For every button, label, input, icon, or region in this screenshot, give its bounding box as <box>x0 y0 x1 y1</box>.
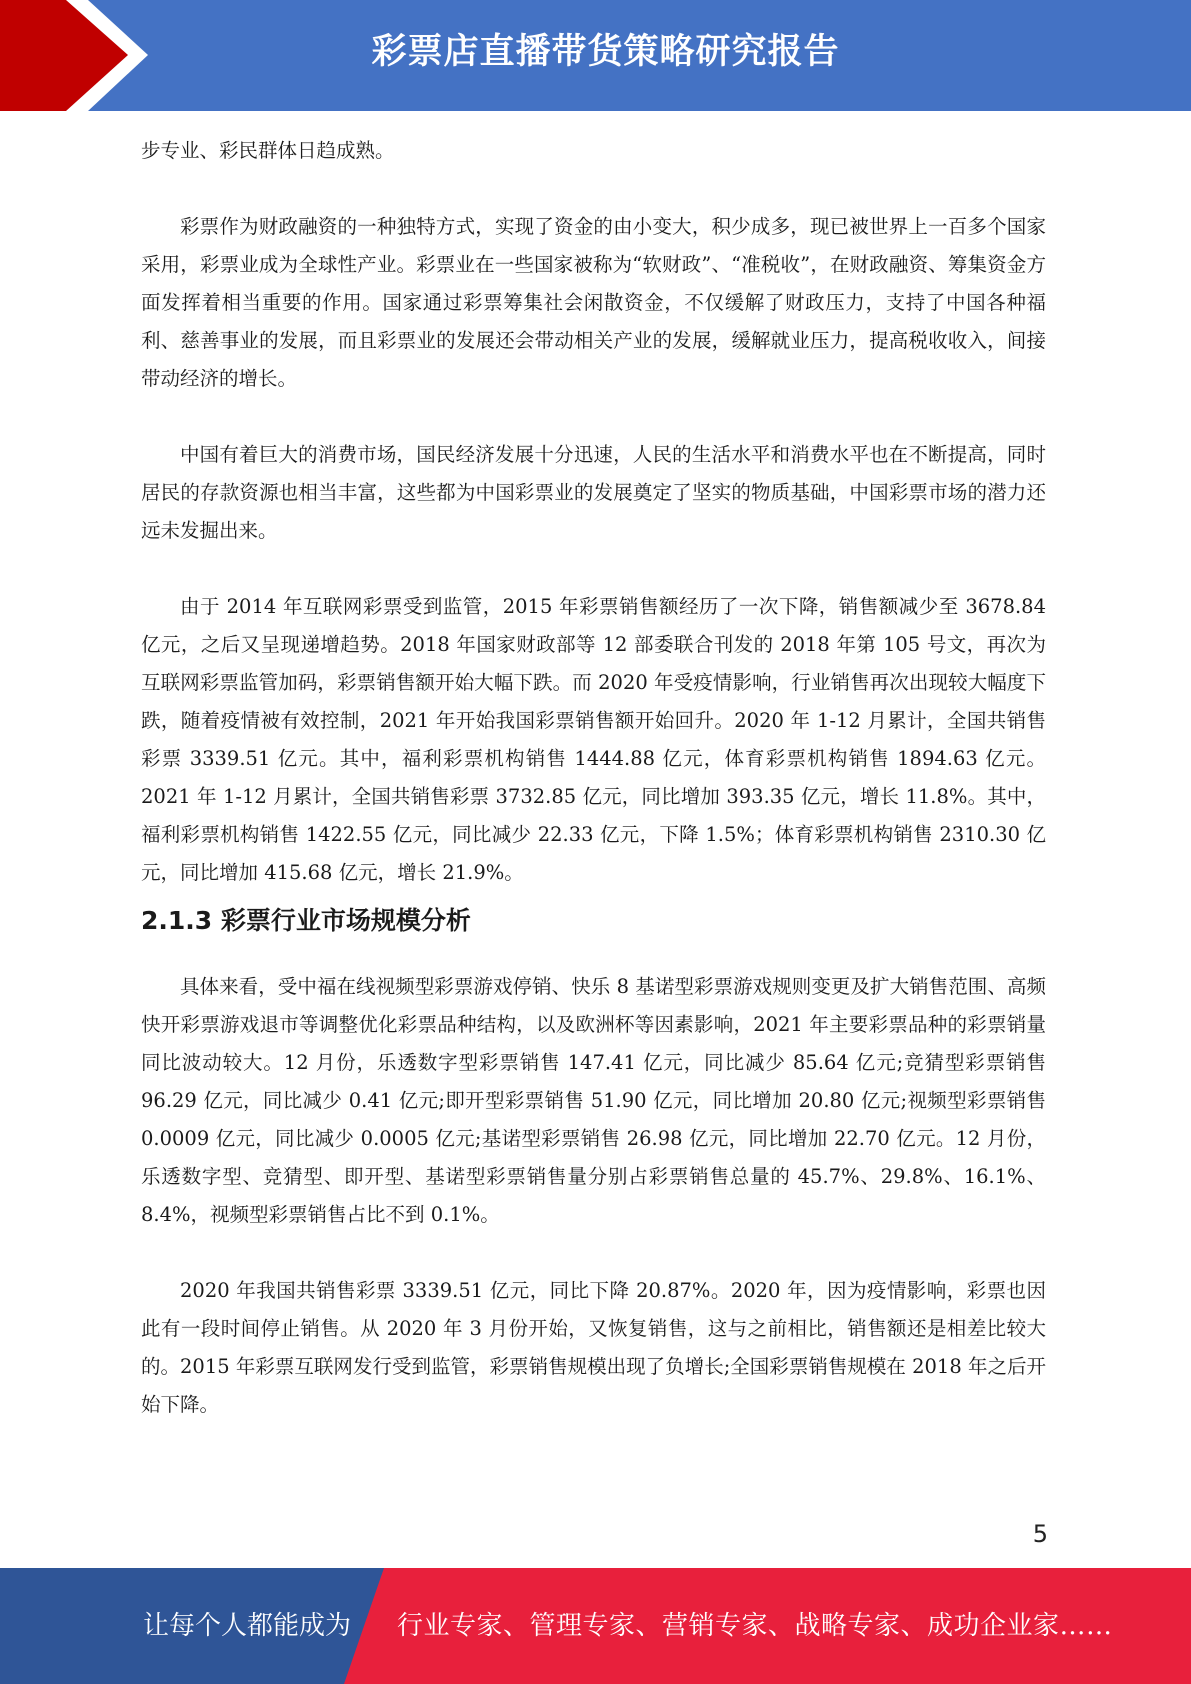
paragraph-sales-history: 由于 2014 年互联网彩票受到监管，2015 年彩票销售额经历了一次下降，销售额减少至 3678.84 亿元，之后又呈现递增趋势。2018 年国家财政部等 12 部委联合刊发的 2018 年第 105 号文，再次为互联网彩票监管加码，彩票销售额开始大幅下跌。而 2020 年受疫情影响，行业销售再次出现较大幅度下跌，随着疫情被有效控制，2021 年开始我国彩票销售额开始回升。2020 年 1-12 月累计，全国共销售彩票 3339.51 亿元。其中，福利彩票机构销售 1444.88 亿元，体育彩票机构销售 1894.63 亿元。2021 年 1-12 月累计，全国共销售彩票 3732.85 亿元，同比增加 393.35 亿元，增长 11.8%。其中，福利彩票机构销售 1422.55 亿元，同比减少 22.33 亿元，下降 1.5%；体育彩票机构销售 2310.30 亿元，同比增加 415.68 亿元，增长 21.9%。 <box>141 595 1046 884</box>
page-content <box>141 132 1046 1424</box>
page-number: 5 <box>1032 1520 1048 1548</box>
section-heading: 2.1.3 彩票行业市场规模分析 <box>141 906 471 935</box>
paragraph-lottery-finance: 彩票作为财政融资的一种独特方式，实现了资金的由小变大，积少成多，现已被世界上一百多个国家采用，彩票业成为全球性产业。彩票业在一些国家被称为“软财政”、“准税收”，在财政融资、筹集资金方面发挥着相当重要的作用。国家通过彩票筹集社会闲散资金，不仅缓解了财政压力，支持了中国各种福利、慈善事业的发展，而且彩票业的发展还会带动相关产业的发展，缓解就业压力，提高税收收入，间接带动经济的增长。 <box>141 215 1046 390</box>
paragraph-china-market: 中国有着巨大的消费市场，国民经济发展十分迅速，人民的生活水平和消费水平也在不断提高，同时居民的存款资源也相当丰富，这些都为中国彩票业的发展奠定了坚实的物质基础，中国彩票市场的潜力还远未发掘出来。 <box>141 443 1046 542</box>
footer-slogan-left: 让每个人都能成为 <box>143 1611 352 1641</box>
page-footer <box>0 1568 1191 1684</box>
paragraph-2020-sales: 2020 年我国共销售彩票 3339.51 亿元，同比下降 20.87%。2020 年，因为疫情影响，彩票也因此有一段时间停止销售。从 2020 年 3 月份开始，又恢复销售，这与之前相比，销售额还是相差比较大的。2015 年彩票互联网发行受到监管，彩票销售规模出现了负增长;全国彩票销售规模在 2018 年之后开始下降。 <box>141 1279 1046 1416</box>
page-header <box>0 0 1191 111</box>
paragraph-product-breakdown: 具体来看，受中福在线视频型彩票游戏停销、快乐 8 基诺型彩票游戏规则变更及扩大销售范围、高频快开彩票游戏退市等调整优化彩票品种结构，以及欧洲杯等因素影响，2021 年主要彩票品种的彩票销量同比波动较大。12 月份，乐透数字型彩票销售 147.41 亿元，同比减少 85.64 亿元;竞猜型彩票销售 96.29 亿元，同比减少 0.41 亿元;即开型彩票销售 51.90 亿元，同比增加 20.80 亿元;视频型彩票销售 0.0009 亿元，同比减少 0.0005 亿元;基诺型彩票销售 26.98 亿元，同比增加 22.70 亿元。12 月份，乐透数字型、竞猜型、即开型、基诺型彩票销售量分别占彩票销售总量的 45.7%、29.8%、16.1%、8.4%，视频型彩票销售占比不到 0.1%。 <box>141 975 1046 1226</box>
report-title: 彩票店直播带货策略研究报告 <box>371 32 840 72</box>
footer-slogan-right: 行业专家、管理专家、营销专家、战略专家、成功企业家…… <box>397 1611 1113 1641</box>
paragraph-continued: 步专业、彩民群体日趋成熟。 <box>141 139 395 162</box>
